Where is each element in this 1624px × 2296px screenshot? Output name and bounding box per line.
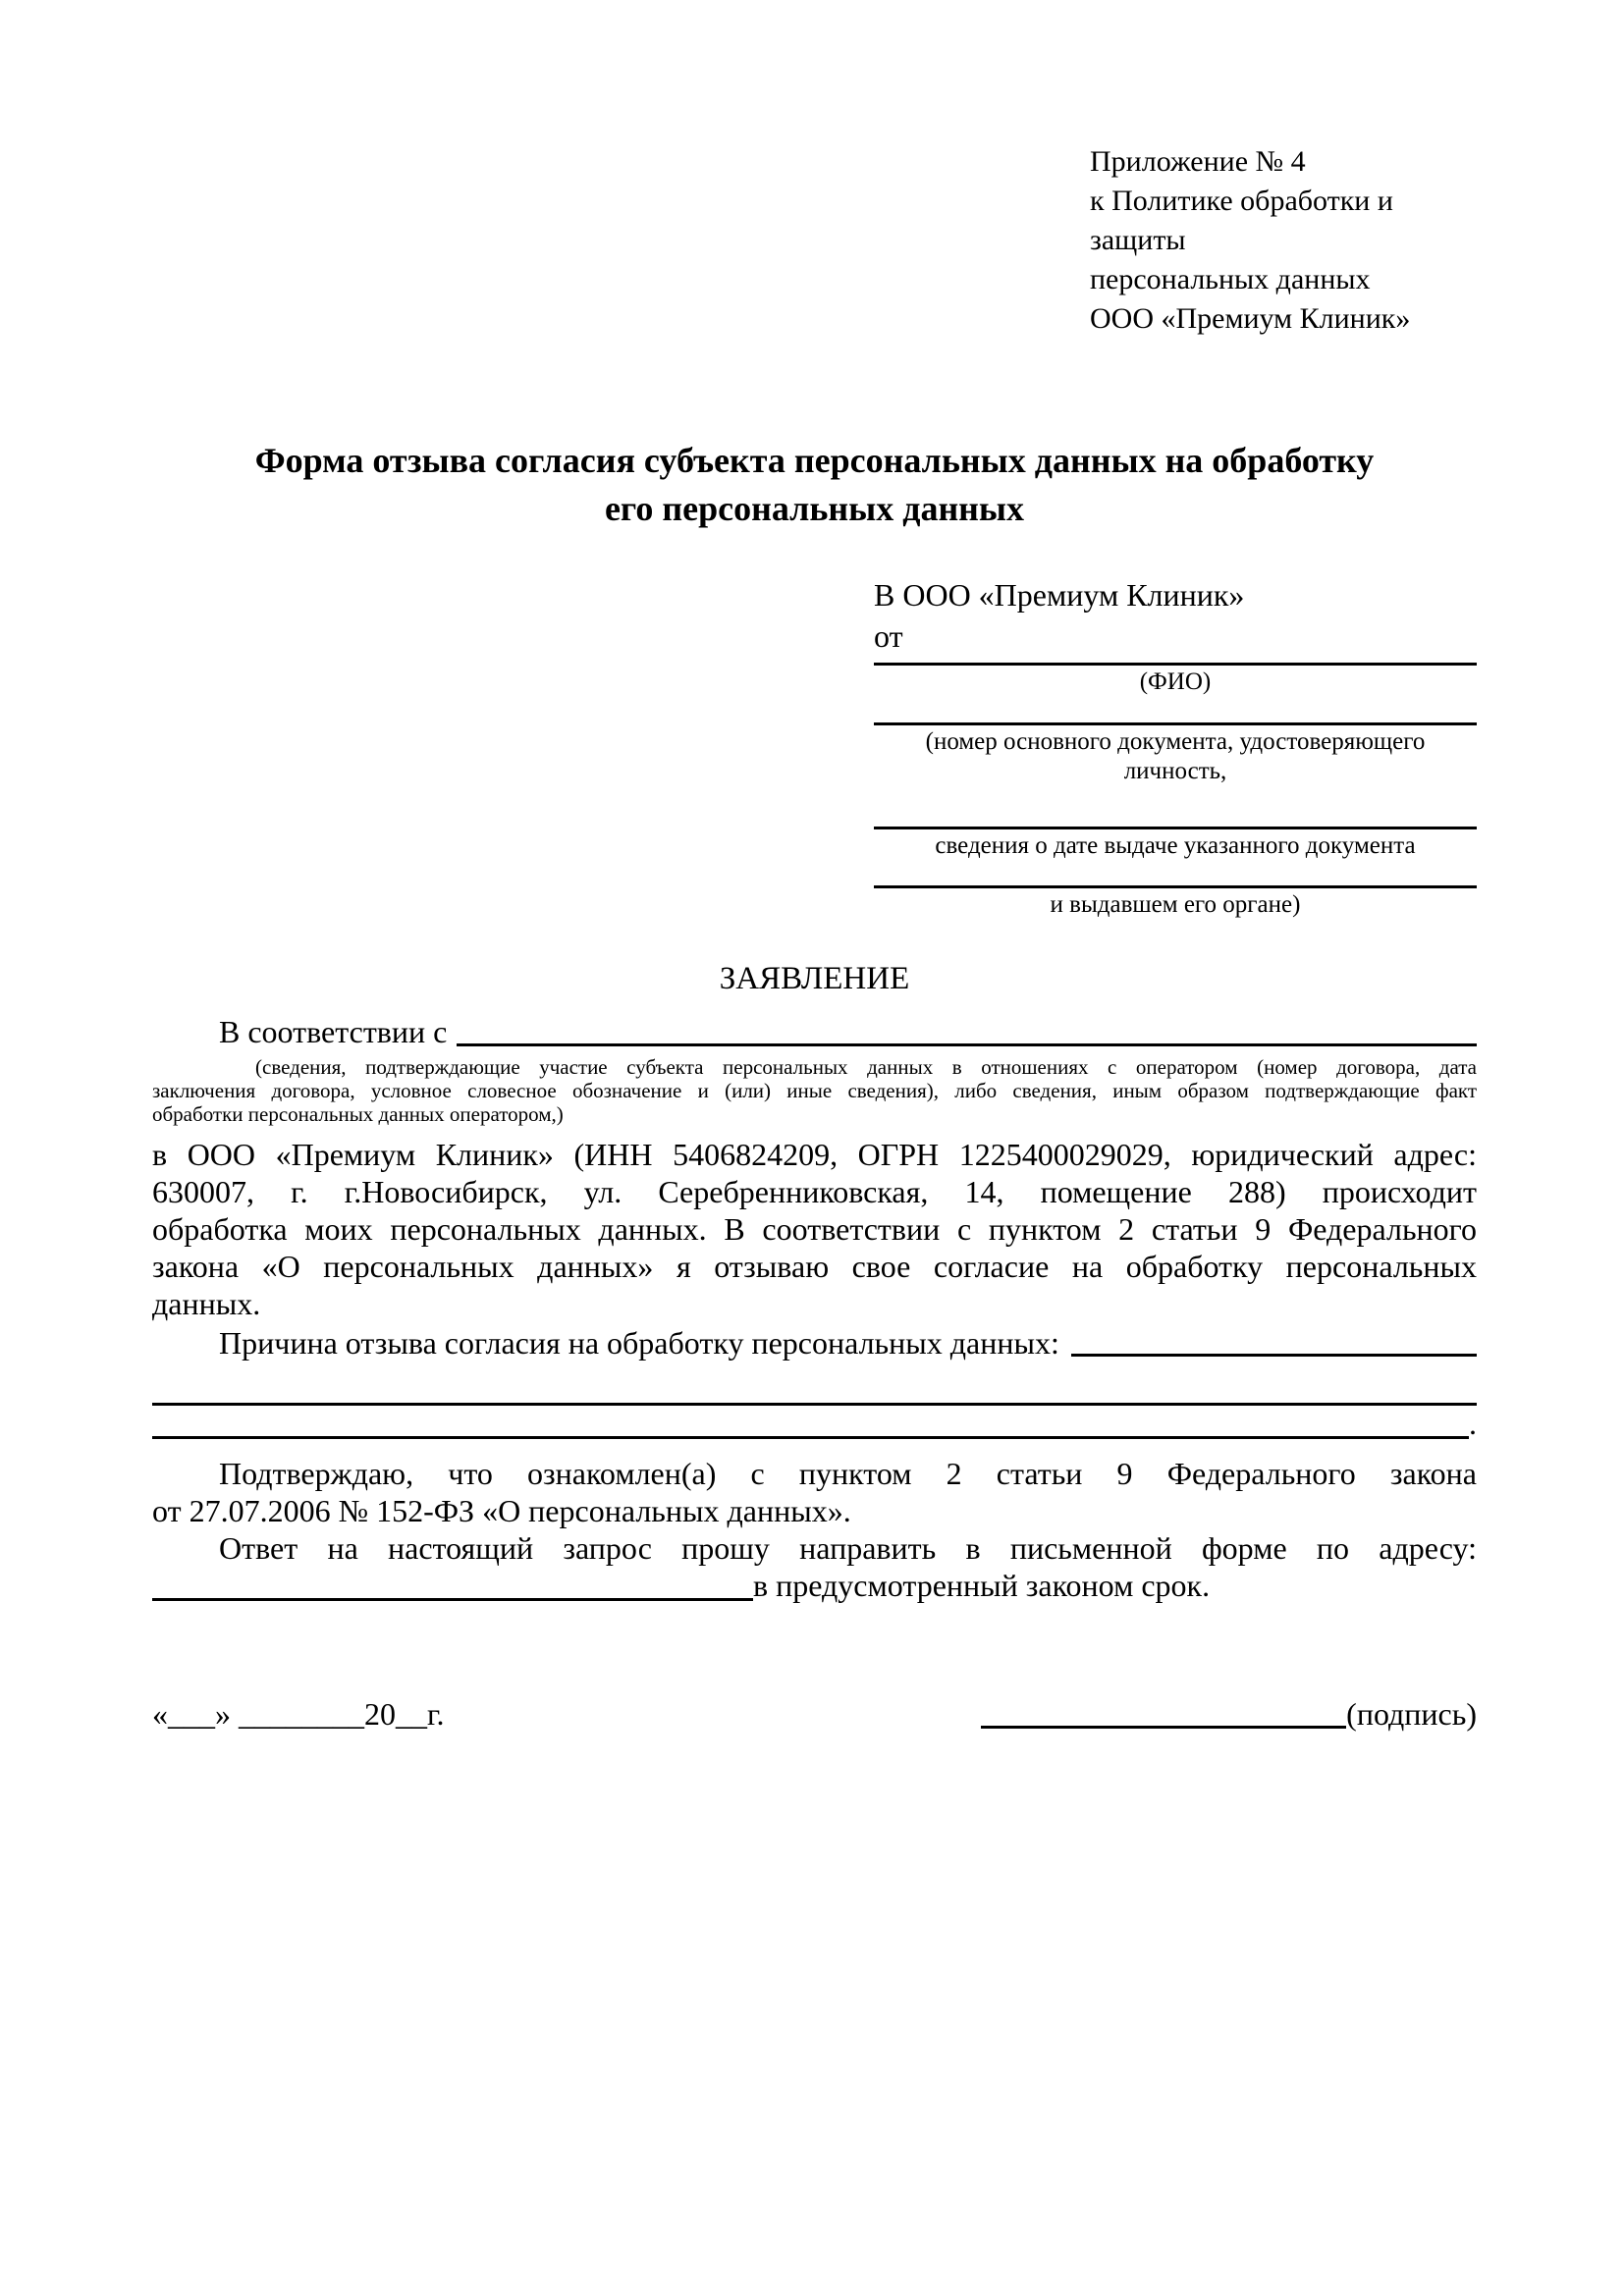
appendix-note-line: персональных данных xyxy=(1090,263,1371,295)
addressee-from-label: от xyxy=(874,618,903,654)
statement-body-line: обработка моих персональных данных. В соответствии с пунктом 2 статьи 9 Федерального xyxy=(152,1211,1477,1247)
appendix-note-line: к Политике обработки и защиты xyxy=(1090,185,1393,256)
address-field-line[interactable] xyxy=(152,1598,753,1601)
document-title xyxy=(152,437,1477,533)
basis-row xyxy=(152,1012,1477,1051)
document-title-line: Форма отзыва согласия субъекта персональных данных на обработку xyxy=(254,441,1375,480)
reason-blank-line-1[interactable] xyxy=(152,1362,1477,1406)
response-paragraph xyxy=(152,1529,1477,1604)
basis-fine-print xyxy=(152,1055,1477,1126)
reason-label: Причина отзыва согласия на обработку персональных данных: xyxy=(219,1325,1059,1361)
statement-heading: ЗАЯВЛЕНИЕ xyxy=(719,961,910,996)
signature-block xyxy=(981,1694,1477,1734)
response-address-row xyxy=(152,1567,1477,1604)
fine-print-line: (сведения, подтверждающие участие субъекта персональных данных в отношениях с оператором (номер договора, дата xyxy=(255,1055,1477,1079)
reason-period: . xyxy=(1469,1406,1477,1441)
appendix-note-line: ООО «Премиум Клиник» xyxy=(1090,302,1411,335)
fine-print-line: обработки персональных данных оператором,) xyxy=(152,1102,564,1126)
statement-body-line: 630007, г. г.Новосибирск, ул. Серебренниковская, 14, помещение 288) происходит xyxy=(152,1174,1477,1209)
date-line[interactable]: «___» ________20__г. xyxy=(152,1696,445,1732)
statement-body xyxy=(152,1136,1477,1322)
issue-date-field-caption: сведения о дате выдаче указанного документа xyxy=(935,832,1416,859)
signature-field-line[interactable] xyxy=(981,1726,1346,1729)
statement-body-line: данных. xyxy=(152,1286,261,1321)
basis-field-line[interactable] xyxy=(457,1043,1477,1046)
response-line: Ответ на настоящий запрос прошу направить в письменной форме по адресу: xyxy=(219,1530,1477,1566)
statement-body-line: в ООО «Премиум Клиник» (ИНН 5406824209, ОГРН 1225400029029, юридический адрес: xyxy=(152,1137,1477,1172)
confirmation-paragraph xyxy=(152,1455,1477,1529)
reason-blank-line-2[interactable] xyxy=(152,1436,1469,1439)
appendix-note-line: Приложение № 4 xyxy=(1090,145,1306,178)
signature-caption: (подпись) xyxy=(1346,1696,1477,1732)
statement-body-line: закона «О персональных данных» я отзываю свое согласие на обработку персональных xyxy=(152,1249,1477,1284)
confirmation-line: от 27.07.2006 № 152-ФЗ «О персональных данных». xyxy=(152,1493,851,1528)
appendix-note xyxy=(1090,142,1477,339)
confirmation-line: Подтверждаю, что ознакомлен(а) с пунктом 2 статьи 9 Федерального закона xyxy=(219,1456,1477,1491)
date-signature-row xyxy=(152,1694,1477,1734)
basis-label: В соответствии с xyxy=(219,1014,448,1049)
document-title-line: его персональных данных xyxy=(604,489,1025,528)
reason-blank-line-2-row xyxy=(152,1406,1477,1441)
addressee-block xyxy=(874,574,1477,920)
fio-field-caption: (ФИО) xyxy=(1139,668,1212,695)
addressee-to: В ООО «Премиум Клиник» xyxy=(874,577,1245,613)
document-number-field-caption: (номер основного документа, удостоверяющего личность, xyxy=(925,728,1426,784)
fine-print-line: заключения договора, условное словесное обозначение и (или) иные сведения), либо сведения, иным образом подтверждающие факт xyxy=(152,1079,1477,1102)
response-line-tail: в предусмотренный законом срок. xyxy=(753,1568,1211,1603)
issuing-authority-field-caption: и выдавшем его органе) xyxy=(1050,891,1301,918)
reason-row xyxy=(152,1324,1477,1362)
reason-field-line[interactable] xyxy=(1071,1354,1477,1357)
